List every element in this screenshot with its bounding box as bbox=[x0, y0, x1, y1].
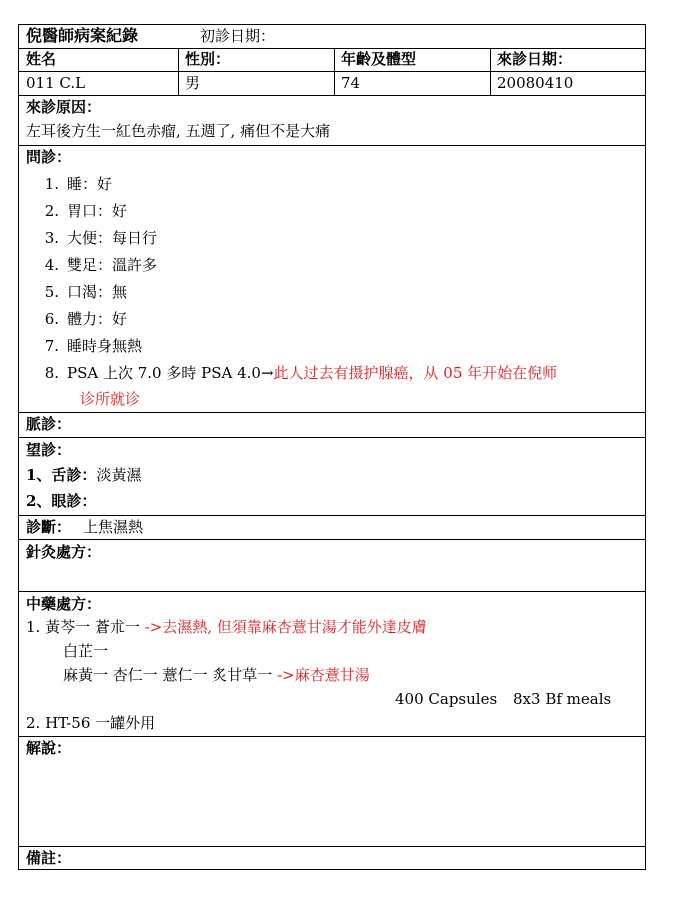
patient-visit-date: 20080410 bbox=[497, 74, 574, 92]
name-label: 姓名 bbox=[26, 50, 57, 68]
herbal-line-2: 白芷一 bbox=[63, 642, 109, 660]
visit-date-label: 來診日期： bbox=[497, 50, 573, 68]
capsules-text: 400 Capsules bbox=[395, 690, 498, 708]
herbal-line-3: 麻黃一 杏仁一 薏仁一 炙甘草一 ->麻杏薏甘湯 bbox=[63, 666, 370, 684]
herbal-label: 中藥處方： bbox=[26, 595, 102, 613]
inquiry-item: 5. 口渴：無 bbox=[44, 283, 128, 301]
reason-text: 左耳後方生一紅色赤瘤, 五週了, 痛但不是大痛 bbox=[26, 122, 331, 140]
dosage-text: 8x3 Bf meals bbox=[513, 690, 612, 708]
psa-note-continued: 诊所就诊 bbox=[80, 390, 141, 408]
psa-note: 此人过去有摄护腺癌，从 05 年开始在倪师 bbox=[273, 364, 558, 382]
medical-record-form bbox=[18, 24, 646, 870]
herbal-line-1: 1. 黃芩一 蒼朮一 ->去濕熱, 但須靠麻杏薏甘湯才能外達皮膚 bbox=[26, 618, 427, 636]
record-title: 倪醫師病案紀錄 bbox=[26, 26, 139, 45]
gender-label: 性別： bbox=[185, 50, 231, 68]
tongue-row: 1、舌診：淡黃濕 bbox=[26, 466, 142, 484]
pulse-label: 脈診： bbox=[26, 415, 72, 433]
remarks-label: 備註： bbox=[26, 849, 72, 867]
observe-label: 望診： bbox=[26, 441, 72, 459]
inquiry-item: 6. 體力：好 bbox=[44, 310, 128, 328]
inquiry-item: 2. 胃口：好 bbox=[44, 202, 128, 220]
inquiry-item: 8. PSA 上次 7.0 多時 PSA 4.0→此人过去有摄护腺癌，从 05 年开始在倪师 bbox=[44, 364, 558, 382]
reason-label: 來診原因： bbox=[26, 98, 102, 116]
inquiry-label: 問診： bbox=[26, 148, 72, 166]
herbal-line-4: 2. HT-56 一罐外用 bbox=[26, 714, 156, 732]
first-visit-label: 初診日期： bbox=[200, 27, 276, 45]
herbal-note-3: ->麻杏薏甘湯 bbox=[277, 666, 370, 684]
diagnosis-row: 診斷： 上焦濕熱 bbox=[26, 518, 144, 536]
patient-age: 74 bbox=[341, 74, 361, 92]
inquiry-item: 1. 睡：好 bbox=[44, 175, 113, 193]
eye-label: 2、眼診： bbox=[26, 492, 97, 510]
age-label: 年齡及體型 bbox=[341, 50, 417, 68]
inquiry-item: 7. 睡時身無熱 bbox=[44, 337, 143, 355]
acupuncture-label: 針灸處方： bbox=[26, 543, 102, 561]
herbal-note-1: ->去濕熱, 但須靠麻杏薏甘湯才能外達皮膚 bbox=[144, 618, 427, 636]
explanation-label: 解說： bbox=[26, 739, 72, 757]
patient-name: 011 C.L bbox=[26, 74, 86, 92]
patient-gender: 男 bbox=[185, 74, 201, 92]
inquiry-item: 3. 大便：每日行 bbox=[44, 229, 158, 247]
inquiry-item: 4. 雙足：溫許多 bbox=[44, 256, 158, 274]
